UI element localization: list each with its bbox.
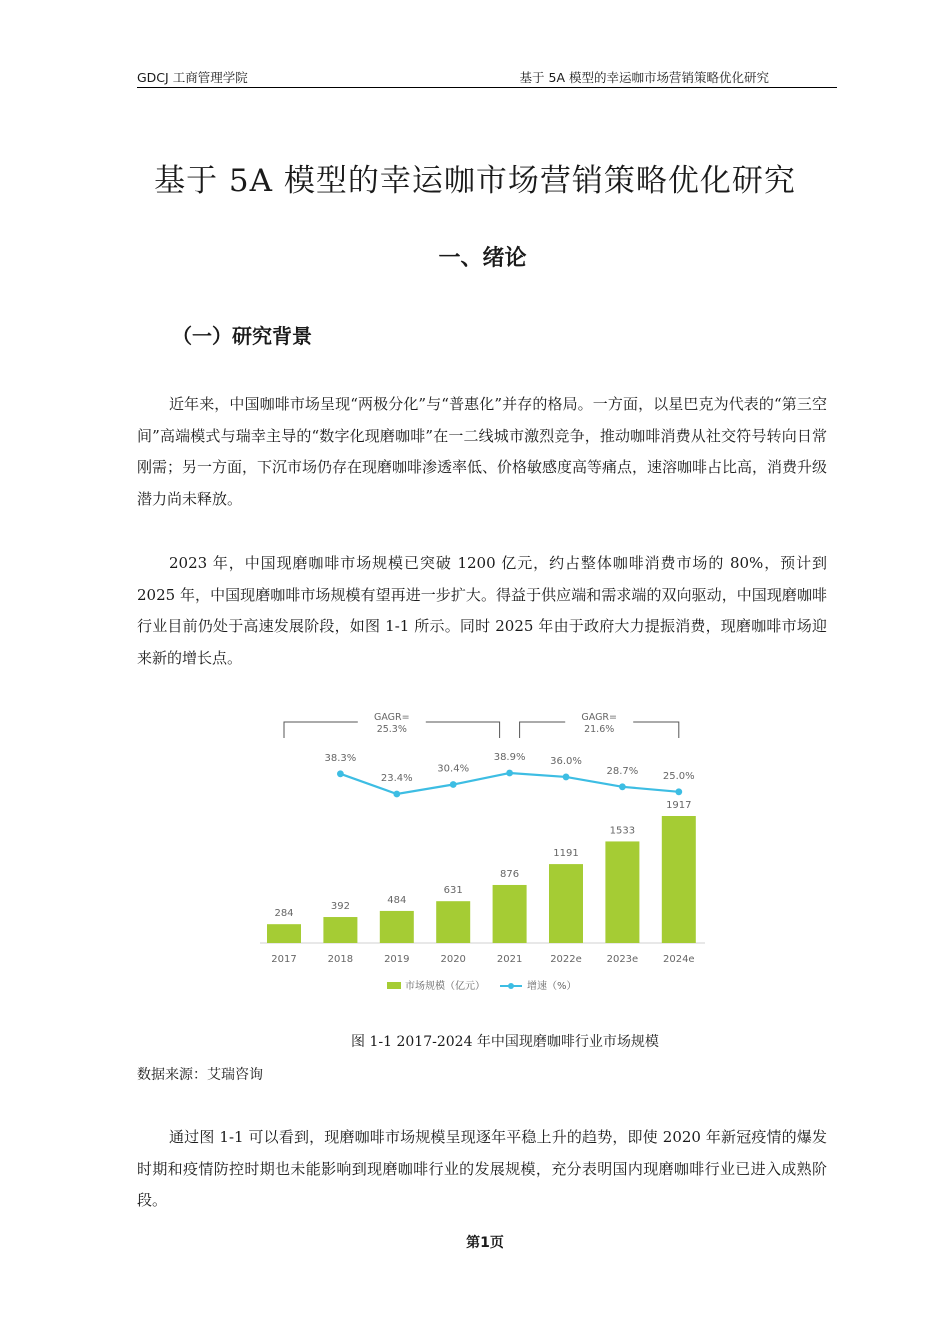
growth-rate-label: 38.9% [493,752,526,763]
figure-caption: 图 1-1 2017-2024 年中国现磨咖啡行业市场规模 [351,1034,659,1050]
bar-2022e [549,864,583,943]
growth-point [393,791,400,798]
growth-rate-label: 38.3% [324,752,357,764]
paragraph-3: 通过图 1-1 可以看到，现磨咖啡市场规模呈现逐年平稳上升的趋势，即使 2020 年新冠疫情的爆发时期和疫情防控时期也未能影响到现磨咖啡行业的发展规模，充分表明国内现磨咖啡行业已进入成熟阶段。 [137,1128,827,1209]
bar-value-label: 876 [500,868,520,880]
growth-point [619,783,626,790]
bar-value-label: 1191 [553,848,579,860]
x-tick-label: 2019 [384,954,410,965]
page-header [137,68,837,88]
growth-rate-label: 25.0% [662,770,695,782]
page-number: 第1页 [466,1235,504,1251]
growth-point [506,770,513,777]
growth-point [675,788,682,795]
header-paper-title: 基于 5A 模型的幸运咖市场营销策略优化研究 [519,70,769,85]
growth-rate-label: 23.4% [380,773,413,784]
growth-point [337,770,344,777]
bar-2024e [662,816,696,943]
legend-bar-label: 市场规模（亿元） [405,981,485,992]
paper-title: 基于 5A 模型的幸运咖市场营销策略优化研究 [154,163,796,199]
x-tick-label: 2017 [271,954,297,965]
bar-2018 [323,917,357,943]
growth-rate-label: 36.0% [550,755,582,767]
bar-value-label: 484 [387,894,407,906]
cagr-bracket-left [284,722,358,738]
cagr-bracket-left [520,722,566,738]
figure-source: 数据来源：艾瑞咨询 [137,1067,263,1083]
bar-value-label: 1533 [609,825,636,837]
cagr-label: GAGR= [581,712,618,723]
x-tick-label: 2024e [662,954,695,965]
growth-rate-label: 30.4% [437,763,470,775]
bar-value-label: 284 [274,908,294,920]
x-tick-label: 2023e [606,954,639,965]
bar-2023e [605,841,639,943]
bar-value-label: 1917 [666,800,692,811]
section-heading: 一、绪论 [438,246,527,271]
bar-value-label: 631 [443,885,463,897]
growth-point [450,781,457,788]
bar-2017 [267,924,301,943]
x-tick-label: 2020 [440,954,466,965]
header-institution: GDCJ 工商管理学院 [137,70,248,85]
x-tick-label: 2021 [496,954,523,965]
cagr-bracket-right [633,722,679,738]
legend-line-label: 增速（%） [527,981,577,992]
paragraph-1: 近年来，中国咖啡市场呈现“两极分化”与“普惠化”并存的格局。一方面，以星巴克为代表的“第三空间”高端模式与瑞幸主导的“数字化现磨咖啡”在一二线城市激烈竞争，推动咖啡消费从社交符号转向日常刚需；另一方面，下沉市场仍存在现磨咖啡渗透率低、价格敏感度高等痛点，速溶咖啡占比高，消费升级潜力尚未释放。 [137,395,828,508]
bar-2020 [436,901,470,943]
cagr-value: 25.3% [376,724,407,735]
bar-value-label: 392 [330,901,350,913]
cagr-label: GAGR= [373,712,410,723]
cagr-bracket-right [426,722,500,738]
legend-line-marker [508,983,514,989]
x-tick-label: 2022e [550,954,582,965]
paragraph-2: 2023 年，中国现磨咖啡市场规模已突破 1200 亿元，约占整体咖啡消费市场的 80%，预计到 2025 年，中国现磨咖啡市场规模有望再进一步扩大。得益于供应端和需求端的双向驱动，中国现磨咖啡行业目前仍处于高速发展阶段，如图 1-1 所示。同时 2025 年由于政府大力提振消费，现磨咖啡市场迎来新的增长点。 [137,554,827,667]
legend-bar-swatch [387,982,401,989]
bar-2019 [380,911,414,943]
subsection-heading: （一）研究背景 [172,324,312,348]
cagr-value: 21.6% [584,724,615,735]
growth-rate-label: 28.7% [606,765,639,777]
growth-point [563,774,570,781]
x-tick-label: 2018 [327,954,354,965]
market-size-chart [250,700,710,1005]
bar-2021 [493,885,527,943]
